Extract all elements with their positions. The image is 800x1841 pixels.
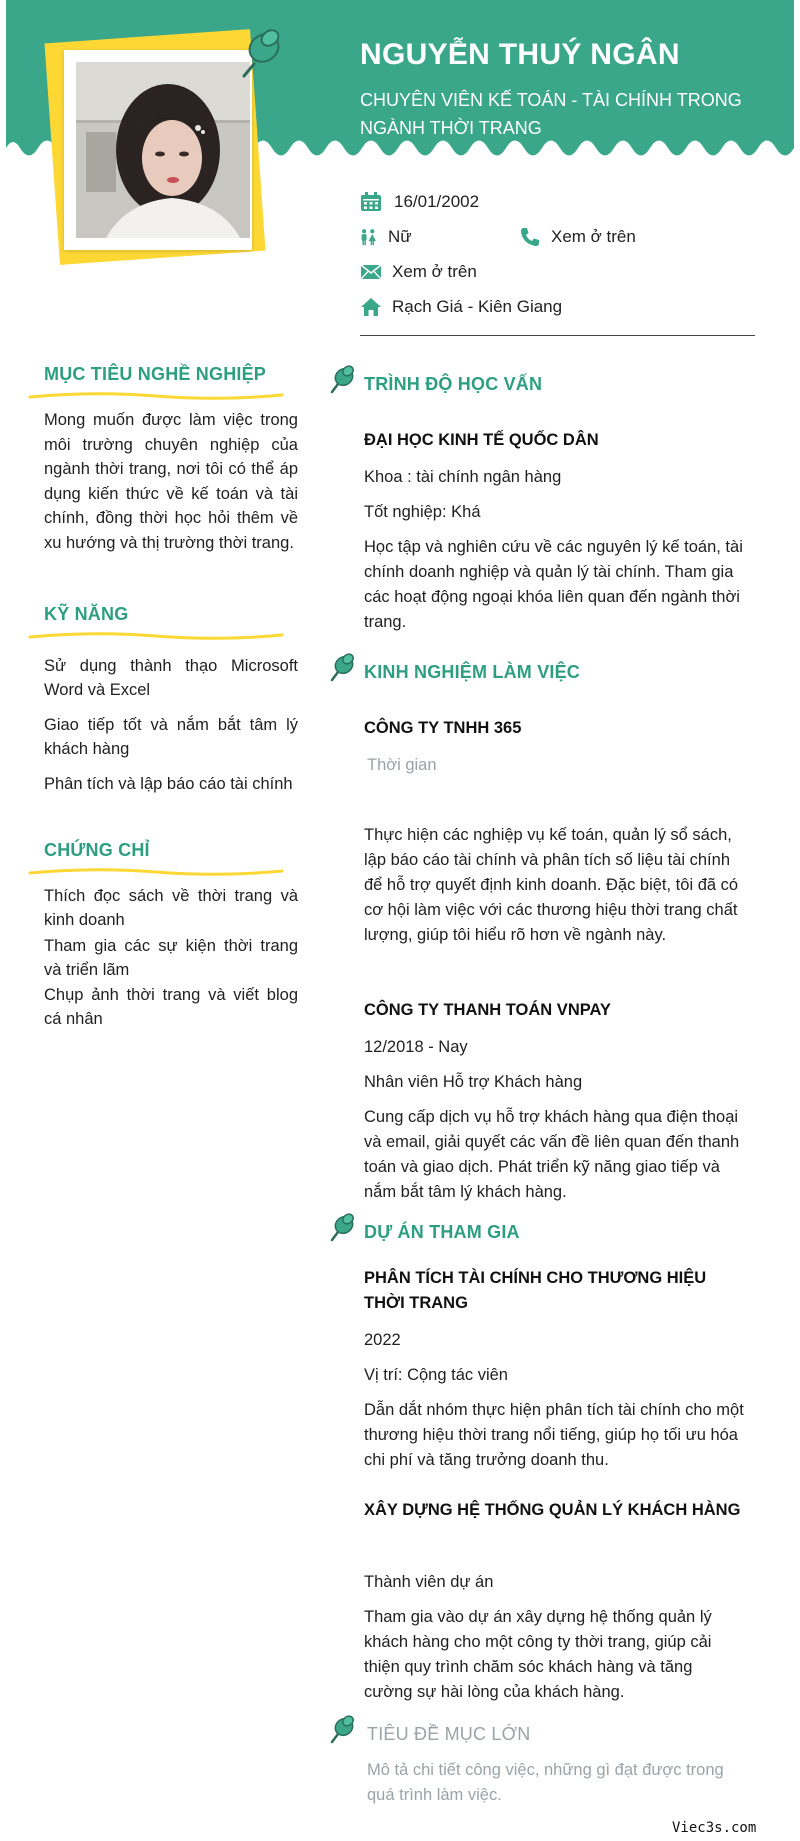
skill-item: Phân tích và lập báo cáo tài chính <box>44 775 293 793</box>
contact-gender <box>360 227 412 247</box>
job-time: Thời gian <box>367 756 437 774</box>
profile-photo-frame <box>44 30 274 270</box>
job-company: CÔNG TY TNHH 365 <box>364 719 522 737</box>
education-school: ĐẠI HỌC KINH TẾ QUỐC DÂN <box>364 431 599 449</box>
education-graduation: Tốt nghiệp: Khá <box>364 503 481 521</box>
watermark: Viec3s.com <box>672 1820 757 1836</box>
birthday-text: 16/01/2002 <box>394 192 480 211</box>
contact-address <box>360 297 562 317</box>
project-name: XÂY DỰNG HỆ THỐNG QUẢN LÝ KHÁCH HÀNG <box>364 1501 741 1519</box>
home-icon <box>360 297 382 317</box>
projects-heading: DỰ ÁN THAM GIA <box>364 1222 520 1242</box>
pushpin-icon <box>330 652 356 682</box>
yellow-underline <box>28 866 284 878</box>
pushpin-icon <box>330 364 356 394</box>
gender-text: Nữ <box>388 227 412 246</box>
certificate-item: Thích đọc sách về thời trang và kinh doanh <box>44 887 298 929</box>
job-title: CHUYÊN VIÊN KẾ TOÁN - TÀI CHÍNH TRONG NGÀNH THỜI TRANG <box>360 90 742 138</box>
certificate-item: Tham gia các sự kiện thời trang và triển lãm <box>44 937 298 979</box>
email-text: Xem ở trên <box>392 262 477 281</box>
education-faculty: Khoa : tài chính ngân hàng <box>364 468 562 486</box>
project-role: Thành viên dự án <box>364 1573 494 1591</box>
avatar <box>76 62 250 238</box>
experience-heading: KINH NGHIỆM LÀM VIỆC <box>364 662 581 682</box>
calendar-icon <box>360 192 382 212</box>
skill-item: Sử dụng thành thạo Microsoft Word và Excel <box>44 657 298 699</box>
certificates-heading: CHỨNG CHỈ <box>44 840 150 860</box>
job-description: Cung cấp dịch vụ hỗ trợ khách hàng qua điện thoại và email, giải quyết các vấn đề liên quan đến thanh toán và giao dịch. Phát triển kỹ năng giao tiếp và nắm bắt tâm lý khách hàng. <box>364 1108 740 1201</box>
project-time: 2022 <box>364 1331 401 1349</box>
extra-heading: TIÊU ĐỀ MỤC LỚN <box>367 1724 531 1744</box>
yellow-underline <box>28 630 284 642</box>
project-name: PHÂN TÍCH TÀI CHÍNH CHO THƯƠNG HIỆU THỜI TRANG <box>364 1269 707 1312</box>
extra-description: Mô tả chi tiết công việc, những gì đạt được trong quá trình làm việc. <box>367 1761 724 1804</box>
project-description: Tham gia vào dự án xây dựng hệ thống quản lý khách hàng cho một công ty thời trang, giúp cải thiện quy trình chăm sóc khách hàng và tăng cường sự hài lòng của khách hàng. <box>364 1608 712 1701</box>
job-time: 12/2018 - Nay <box>364 1038 468 1056</box>
job-company: CÔNG TY THANH TOÁN VNPAY <box>364 1001 611 1019</box>
project-description: Dẫn dắt nhóm thực hiện phân tích tài chính cho một thương hiệu thời trang nổi tiếng, giúp họ tối ưu hóa chi phí và tăng trưởng doanh thu. <box>364 1401 744 1469</box>
job-description: Thực hiện các nghiệp vụ kế toán, quản lý sổ sách, lập báo cáo tài chính và phân tích số liệu tài chính để hỗ trợ quyết định kinh doanh. Đặc biệt, tôi đã có cơ hội làm việc với các thương hiệu thời trang chất lượng, giúp tôi hiểu rõ hơn về ngành này. <box>364 826 739 944</box>
phone-text: Xem ở trên <box>551 227 636 246</box>
address-text: Rạch Giá - Kiên Giang <box>392 297 563 316</box>
envelope-icon <box>360 262 382 282</box>
contact-divider <box>360 335 755 336</box>
pushpin-icon <box>240 24 284 78</box>
photo-card <box>64 50 252 250</box>
contact-email <box>360 262 477 282</box>
contact-phone <box>519 227 636 247</box>
education-heading: TRÌNH ĐỘ HỌC VẤN <box>364 374 543 394</box>
skills-heading: KỸ NĂNG <box>44 604 129 624</box>
objective-heading: MỤC TIÊU NGHỀ NGHIỆP <box>44 364 267 384</box>
objective-text: Mong muốn được làm việc trong môi trường chuyên nghiệp của ngành thời trang, nơi tôi có thể áp dụng kiến thức về kế toán và tài chính, đồng thời học hỏi thêm về xu hướng và thị trường thời trang. <box>44 411 298 552</box>
certificate-item: Chụp ảnh thời trang và viết blog cá nhân <box>44 986 298 1028</box>
phone-icon <box>519 227 541 247</box>
education-description: Học tập và nghiên cứu về các nguyên lý kế toán, tài chính doanh nghiệp và quản lý tài chính. Tham gia các hoạt động ngoại khóa liên quan đến ngành thời trang. <box>364 538 743 631</box>
yellow-underline <box>28 390 284 402</box>
job-position: Nhân viên Hỗ trợ Khách hàng <box>364 1073 583 1091</box>
people-icon <box>360 227 378 247</box>
contact-birthday <box>360 192 479 212</box>
skill-item: Giao tiếp tốt và nắm bắt tâm lý khách hàng <box>44 716 298 758</box>
full-name: NGUYỄN THUÝ NGÂN <box>360 38 680 71</box>
pushpin-icon <box>330 1714 356 1744</box>
project-role: Vị trí: Cộng tác viên <box>364 1366 508 1384</box>
pushpin-icon <box>330 1212 356 1242</box>
